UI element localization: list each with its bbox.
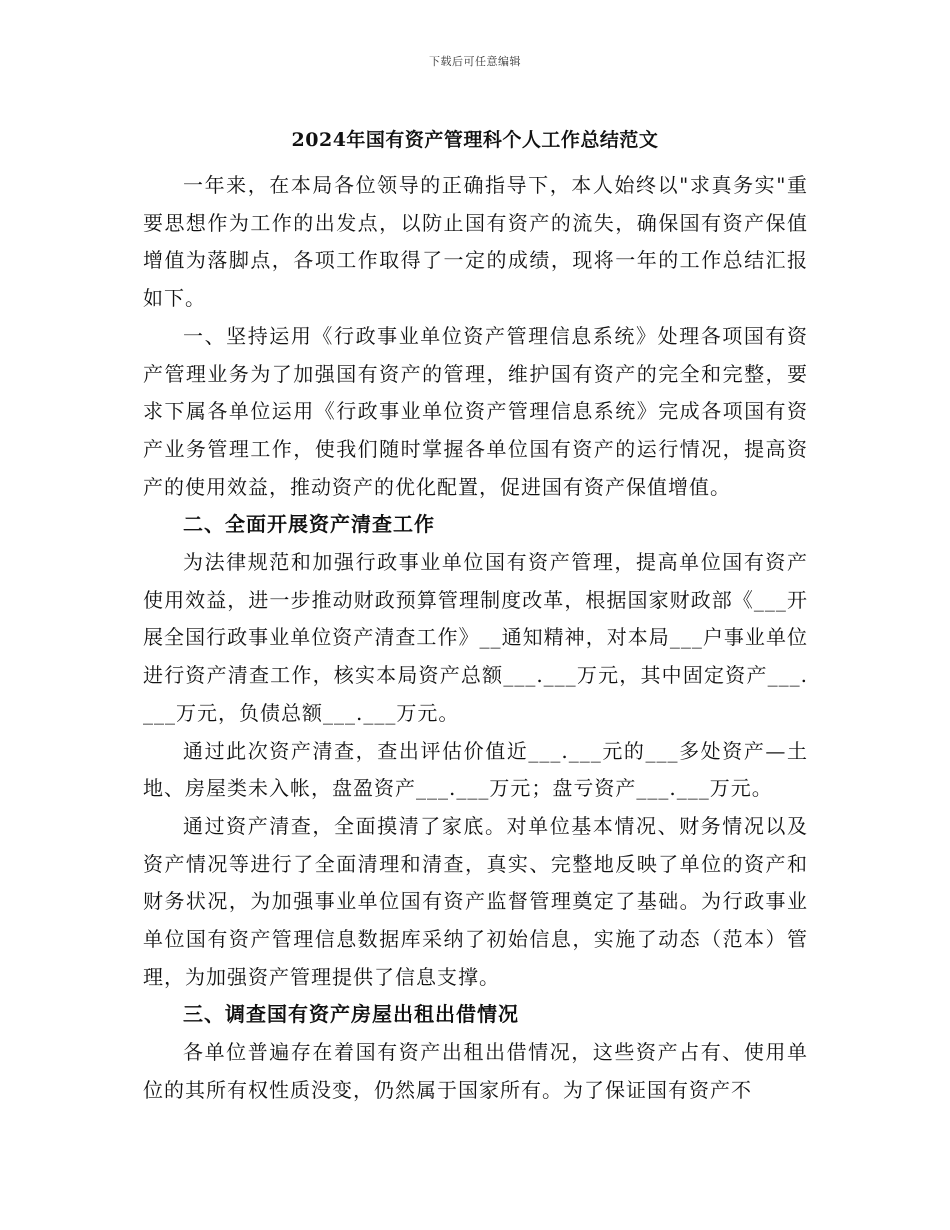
section-heading-3: 三、调查国有资产房屋出租出借情况	[183, 1002, 519, 1027]
paragraph-section-2c: 通过资产清查，全面摸清了家底。对单位基本情况、财务情况以及资产情况等进行了全面清理和清查，真实、完整地反映了单位的资产和财务状况，为加强事业单位国有资产监督管理奠定了基础。为行政事业单位国有资产管理信息数据库采纳了初始信息，实施了动态（范本）管理，为加强资产管理提供了信息支撑。	[143, 813, 808, 989]
section-heading-2: 二、全面开展资产清查工作	[183, 512, 435, 537]
document-body	[143, 167, 808, 1110]
paragraph-section-1: 一、坚持运用《行政事业单位资产管理信息系统》处理各项国有资产管理业务为了加强国有资产的管理，维护国有资产的完全和完整，要求下属各单位运用《行政事业单位资产管理信息系统》完成各项国有资产业务管理工作，使我们随时掌握各单位国有资产的运行情况，提高资产的使用效益，推动资产的优化配置，促进国有资产保值增值。	[143, 323, 808, 499]
paragraph-intro: 一年来，在本局各位领导的正确指导下，本人始终以"求真务实"重要思想作为工作的出发点，以防止国有资产的流失，确保国有资产保值增值为落脚点，各项工作取得了一定的成绩，现将一年的工作总结汇报如下。	[143, 173, 808, 311]
page-header: 下载后可任意编辑	[429, 55, 521, 68]
paragraph-section-2a: 为法律规范和加强行政事业单位国有资产管理，提高单位国有资产使用效益，进一步推动财政预算管理制度改革，根据国家财政部《___开展全国行政事业单位资产清查工作》__通知精神，对本局___户事业单位进行资产清查工作，核实本局资产总额___.___万元，其中固定资产___.___万元，负债总额___.___万元。	[143, 550, 808, 725]
document-title: 2024年国有资产管理科个人工作总结范文	[291, 129, 659, 151]
paragraph-section-3a: 各单位普遍存在着国有资产出租出借情况，这些资产占有、使用单位的其所有权性质没变，仍然属于国家所有。为了保证国有资产不	[143, 1040, 808, 1102]
paragraph-section-2b: 通过此次资产清查，查出评估价值近___.___元的___多处资产—土地、房屋类未入帐，盘盈资产___.___万元；盘亏资产___.___万元。	[143, 738, 808, 801]
